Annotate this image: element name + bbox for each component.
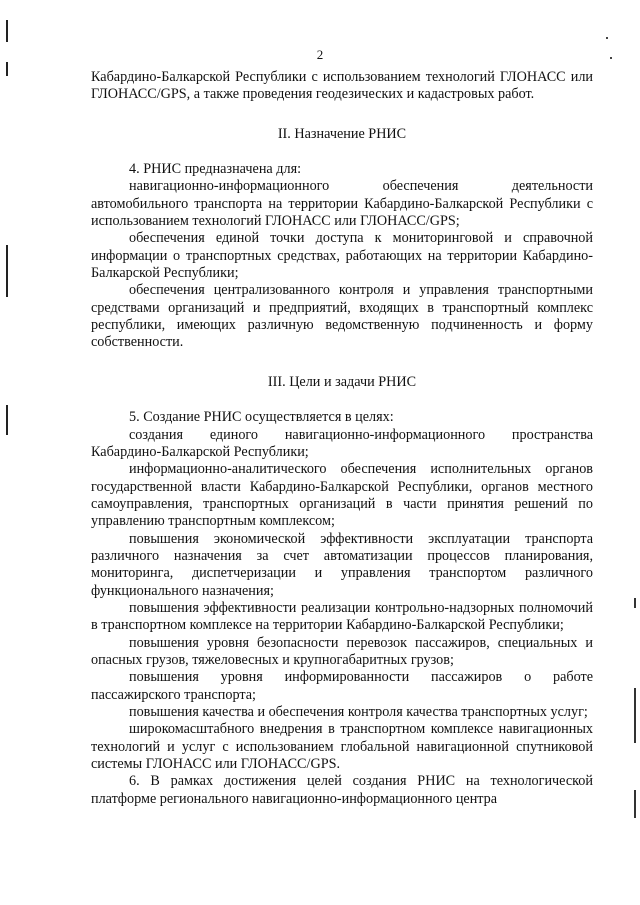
paragraph: Кабардино-Балкарской Республики с использованием технологий ГЛОНАСС или ГЛОНАСС/GPS, а также проведения геодезических и кадастровых работ. — [91, 69, 593, 103]
list-item: создания единого навигационно-информационного пространства Кабардино-Балкарской Республики; — [91, 426, 593, 460]
paragraph: 4. РНИС предназначена для: — [129, 161, 302, 178]
section-heading: II. Назначение РНИС — [277, 125, 407, 142]
list-item: широкомасштабного внедрения в транспортном комплексе навигационных технологий и услуг с использованием глобальной навигационной спутниковой системы ГЛОНАСС или ГЛОНАСС/GPS. — [91, 721, 593, 773]
list-item: повышения уровня безопасности перевозок пассажиров, специальных и опасных грузов, тяжеловесных и крупногабаритных грузов; — [91, 634, 593, 668]
list-item: обеспечения централизованного контроля и управления транспортными средствами организаций и предприятий, входящих в транспортный комплекс республики, имеющих различную ведомственную подчиненность и форму собственности. — [91, 282, 593, 351]
paragraph: 5. Создание РНИС осуществляется в целях: — [129, 409, 394, 426]
list-item: повышения качества и обеспечения контроля качества транспортных услуг; — [129, 704, 588, 720]
list-item: навигационно-информационного обеспечения деятельности автомобильного транспорта на территории Кабардино-Балкарской Республики с использованием технологий ГЛОНАСС или ГЛОНАСС/GPS; — [91, 178, 593, 230]
scan-edge-mark — [6, 245, 8, 297]
paragraph: 6. В рамках достижения целей создания РНИС на технологической платформе регионального навигационно-информационного центра — [91, 773, 593, 807]
list-item: обеспечения единой точки доступа к мониторинговой и справочной информации о транспортных средствах, работающих на территории Кабардино-Балкарской Республики; — [91, 230, 593, 282]
scan-edge-mark — [634, 688, 636, 743]
scan-edge-mark — [6, 20, 8, 42]
scan-edge-mark — [634, 598, 636, 608]
section-heading: III. Цели и задачи РНИС — [267, 373, 417, 390]
list-item: информационно-аналитического обеспечения исполнительных органов государственной власти Кабардино-Балкарской Республики, органов местного самоуправления, транспортных организаций в части принятия решений по управлению транспортным комплексом; — [91, 461, 593, 530]
scan-edge-mark — [6, 62, 8, 76]
scan-dot — [606, 37, 608, 39]
document-body — [91, 69, 593, 808]
list-item: повышения уровня информированности пассажиров о работе пассажирского транспорта; — [91, 669, 593, 703]
list-item: повышения эффективности реализации контрольно-надзорных полномочий в транспортном комплексе на территории Кабардино-Балкарской Республики; — [91, 599, 593, 634]
scan-edge-mark — [634, 790, 636, 818]
scan-edge-mark — [6, 405, 8, 435]
list-item: повышения экономической эффективности эксплуатации транспорта различного назначения за счет автоматизации процессов планирования, мониторинга, диспетчеризации и управления транспортом различного функционального назначения; — [91, 530, 593, 599]
page-number: 2 — [316, 47, 324, 62]
